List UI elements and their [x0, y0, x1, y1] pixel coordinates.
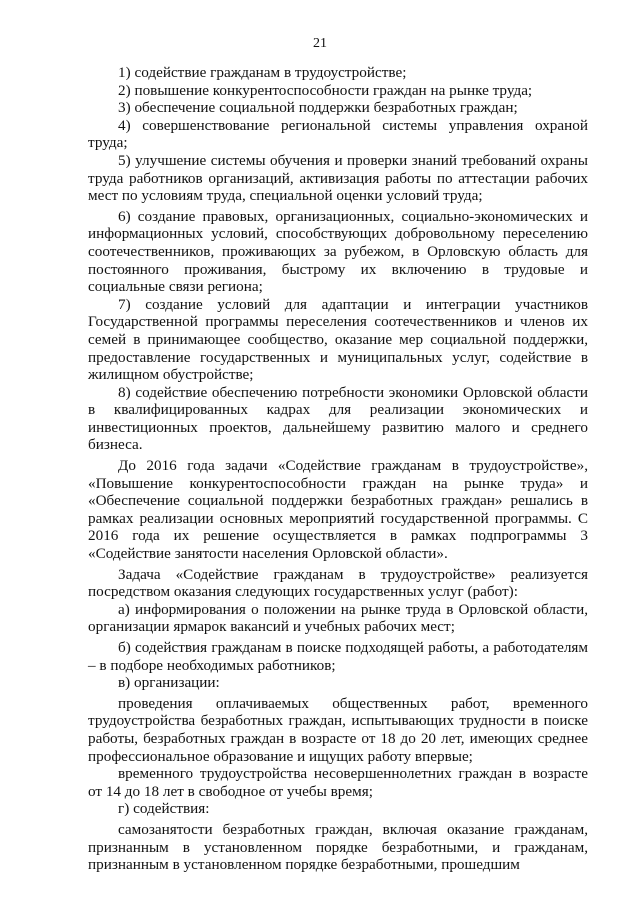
list-item-1: 1) содействие гражданам в трудоустройстве; [118, 64, 407, 81]
service-item-c: в) организации: [118, 674, 220, 692]
page-number: 21 [313, 36, 327, 51]
list-item-2: 2) повышение конкурентоспособности граждан на рынке труда; [118, 81, 533, 99]
list-item-6: 6) создание правовых, организационных, социально-экономических и информационных условий, способствующих добровольному переселению соотечественников, проживающих за рубежом, в Орловскую область для постоянного проживания, быстрому их включению в трудовые и социальные связи региона; [88, 207, 588, 296]
list-item-3: 3) обеспечение социальной поддержки безработных граждан; [118, 99, 518, 117]
list-item-8: 8) содействие обеспечению потребности экономики Орловской области в квалифицированных кадрах для реализации экономических и инвестиционных проектов, дальнейшему развитию малого и среднего бизнеса. [88, 383, 588, 454]
service-item-d: г) содействия: [118, 800, 210, 818]
paragraph-tasks-until-2016: До 2016 года задачи «Содействие гражданам в трудоустройстве», «Повышение конкурентоспособности граждан на рынке труда» и «Обеспечение социальной поддержки безработных граждан» решались в рамках реализации основных мероприятий государственной программы. С 2016 года их решение осуществляется в рамках подпрограммы 3 «Содействие занятости населения Орловской области». [88, 457, 588, 563]
list-item-7: 7) создание условий для адаптации и интеграции участников Государственной программы переселения соотечественников и членов их семей в принимающее сообщество, оказание мер социальной поддержки, предоставление государственных и муниципальных услуг, содействие в жилищном обустройстве; [88, 295, 588, 384]
service-item-c-public-works: проведения оплачиваемых общественных работ, временного трудоустройства безработных граждан, испытывающих трудности в поиске работы, безработных граждан в возрасте от 18 до 20 лет, имеющих среднее профессиональное образование и ищущих работу впервые; [88, 694, 588, 765]
document-body [88, 64, 588, 874]
list-item-4: 4) совершенствование региональной системы управления охраной труда; [88, 116, 588, 152]
service-item-d-self-employment: самозанятости безработных граждан, включая оказание гражданам, признанным в установленном порядке безработными, и гражданам, признанным в установленном порядке безработными, прошедшим [88, 820, 588, 874]
list-item-5: 5) улучшение системы обучения и проверки знаний требований охраны труда работников организаций, активизация работы по аттестации рабочих мест по условиям труда, специальной оценки условий труда; [88, 151, 588, 205]
service-item-c-minors: временного трудоустройства несовершеннолетних граждан в возрасте от 14 до 18 лет в свободное от учебы время; [88, 765, 588, 800]
paragraph-task-implementation: Задача «Содействие гражданам в трудоустройстве» реализуется посредством оказания следующих государственных услуг (работ): [88, 565, 588, 601]
service-item-b: б) содействия гражданам в поиске подходящей работы, а работодателям – в подборе необходимых работников; [88, 639, 588, 674]
service-item-a: а) информирования о положении на рынке труда в Орловской области, организации ярмарок вакансий и учебных рабочих мест; [88, 600, 588, 636]
